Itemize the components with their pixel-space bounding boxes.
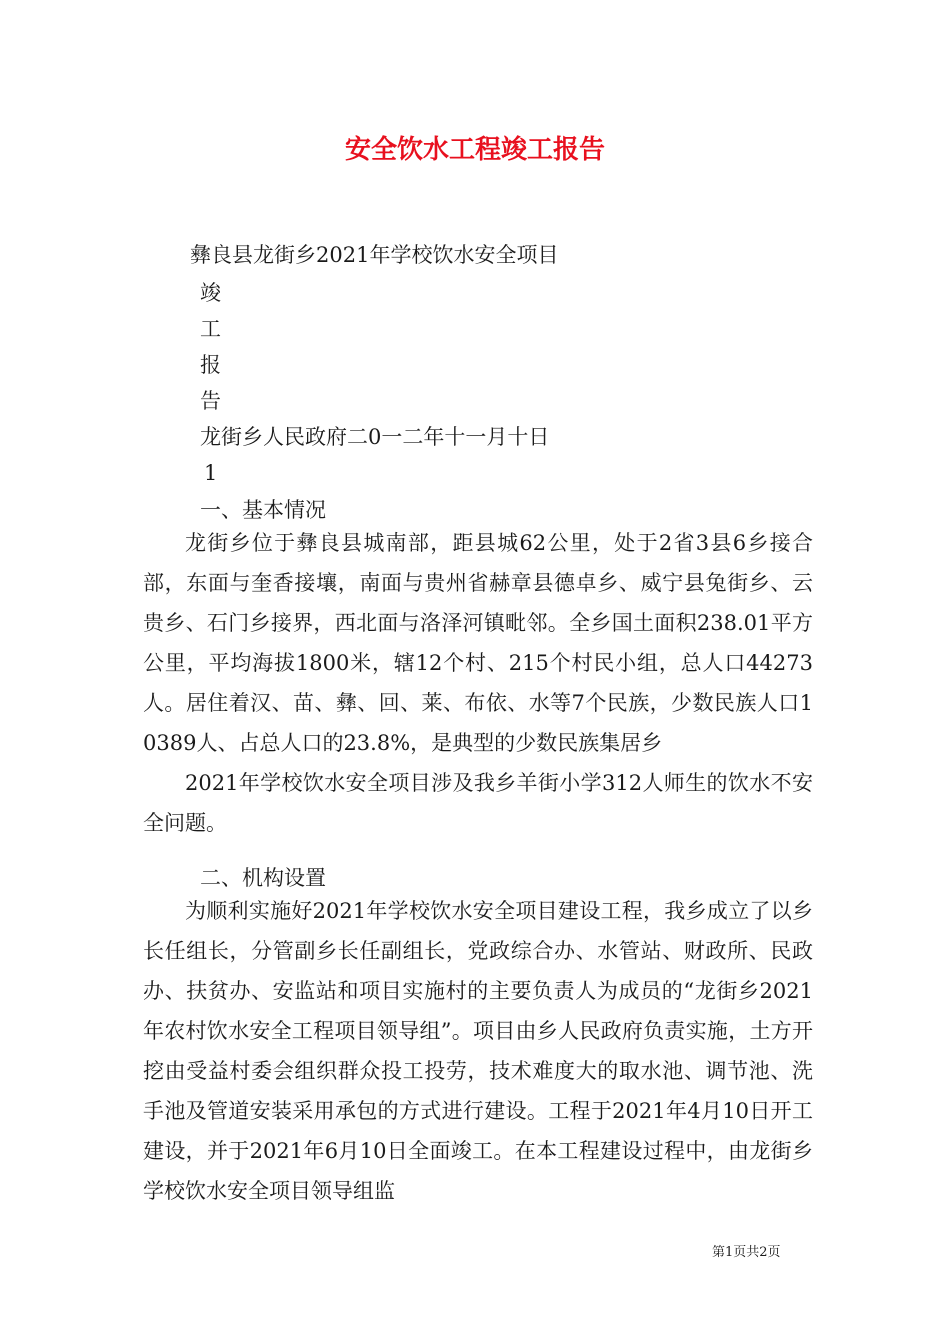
document-title: 安全饮水工程竣工报告 [344, 135, 605, 165]
vertical-char-4: 告 [200, 389, 221, 413]
section-2-heading: 二、机构设置 [200, 866, 326, 890]
project-subtitle: 彝良县龙街乡2021年学校饮水安全项目 [190, 243, 559, 267]
section-1-paragraph-1: 龙街乡位于彝良县城南部，距县城62公里，处于2省3县6乡接合部，东面与奎香接壤，南面与贵州省赫章县德卓乡、威宁县兔街乡、云贵乡、石门乡接界，西北面与洛泽河镇毗邻。全乡国土面积238.01平方公里，平均海拔1800米，辖12个村、215个村民小组，总人口44273人。居住着汉、苗、彝、回、莱、布依、水等7个民族，少数民族人口10389人、占总人口的23.8%，是典型的少数民族集居乡 [143, 531, 813, 755]
page-footer: 第1页共2页 [712, 1245, 781, 1260]
vertical-char-2: 工 [200, 317, 221, 341]
section-1-heading: 一、基本情况 [200, 498, 326, 522]
section-1-paragraph-2: 2021年学校饮水安全项目涉及我乡羊街小学312人师生的饮水不安全问题。 [143, 771, 813, 835]
section-2-paragraph-1: 为顺利实施好2021年学校饮水安全项目建设工程，我乡成立了以乡长任组长，分管副乡长任副组长，党政综合办、水管站、财政所、民政办、扶贫办、安监站和项目实施村的主要负责人为成员的“龙街乡2021年农村饮水安全工程项目领导组”。项目由乡人民政府负责实施，土方开挖由受益村委会组织群众投工投劳，技术难度大的取水池、调节池、洗手池及管道安装采用承包的方式进行建设。工程于2021年4月10日开工建设，并于2021年6月10日全面竣工。在本工程建设过程中，由龙街乡学校饮水安全项目领导组监 [143, 899, 813, 1203]
page-marker: 1 [204, 461, 218, 485]
issuer-date: 龙街乡人民政府二0一二年十一月十日 [200, 425, 550, 449]
vertical-char-1: 竣 [200, 281, 221, 305]
vertical-char-3: 报 [200, 353, 221, 377]
